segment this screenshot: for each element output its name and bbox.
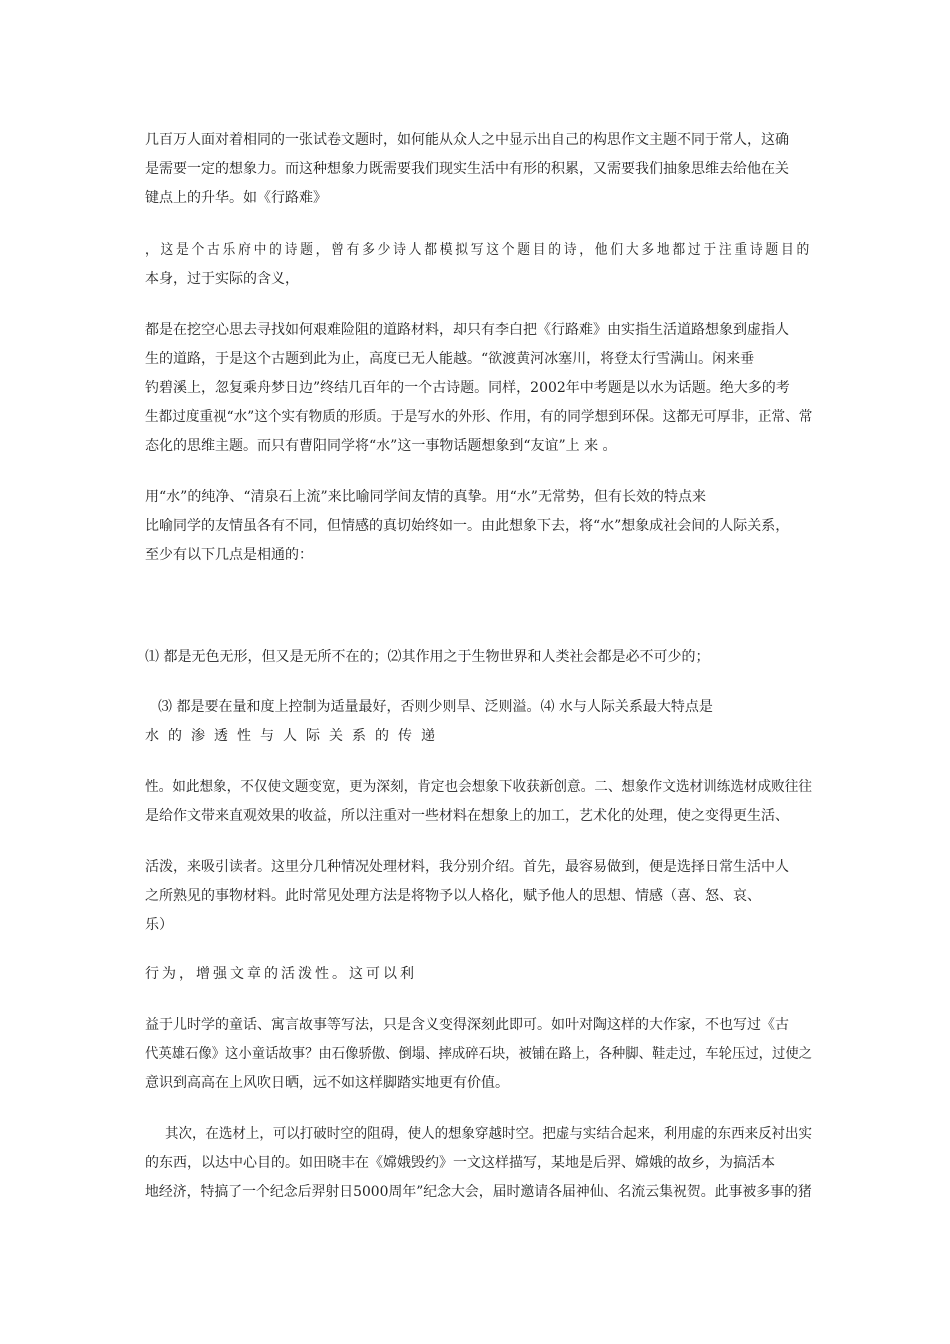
list-item: ⑴ 都是无色无形，但又是无所不在的；⑵其作用之于生物世界和人类社会都是必不可少的； xyxy=(145,649,710,665)
text-line: 地经济，特搞了一个纪念后羿射日5000周年”纪念大会，届时邀请各届神仙、名流云集祝贺。此事被多事的猪 xyxy=(145,1184,812,1200)
text-line: 生都过度重视“水”这个实有物质的形质。于是写水的外形、作用，有的同学想到环保。这都无可厚非，正常、常 xyxy=(145,409,813,425)
text-line: 之所熟见的事物材料。此时常见处理方法是将物予以人格化，赋予他人的思想、情感（喜、怒、哀、 xyxy=(145,888,761,904)
text-line: 其次，在选材上，可以打破时空的阻碍，使人的想象穿越时空。把虚与实结合起来，利用虚的东西来反衬出实 xyxy=(165,1126,813,1142)
text-line: 本身，过于实际的含义， xyxy=(145,271,299,287)
text-line: ，这是个古乐府中的诗题，曾有多少诗人都模拟写这个题目的诗，他们大多地都过于注重诗题目的 xyxy=(145,242,812,258)
text-line: 是给作文带来直观效果的收益，所以注重对一些材料在想象上的加工，艺术化的处理，使之变得更生活、 xyxy=(145,808,789,824)
text-line: 意识到高高在上风吹日晒，远不如这样脚踏实地更有价值。 xyxy=(145,1075,509,1091)
text-line: 钓碧溪上，忽复乘舟梦日边”终结几百年的一个古诗题。同样，2002年中考题是以水为话题。绝大多的考 xyxy=(145,380,790,396)
text-line: 益于儿时学的童话、寓言故事等写法，只是含义变得深刻此即可。如叶对陶这样的大作家，不也写过《古 xyxy=(145,1017,789,1033)
text-line: 是需要一定的想象力。而这种想象力既需要我们现实生活中有形的积累，又需要我们抽象思维去给他在关 xyxy=(145,161,789,177)
text-line: 态化的思维主题。而只有曹阳同学将“水”这一事物话题想象到“友谊”上 来 。 xyxy=(145,438,617,454)
text-line: 活泼，来吸引读者。这里分几种情况处理材料，我分别介绍。首先，最容易做到，便是选择日常生活中人 xyxy=(145,859,789,875)
text-line: 生的道路，于是这个古题到此为止，高度已无人能越。“欲渡黄河冰塞川，将登太行雪满山。闲来垂 xyxy=(145,351,755,367)
text-line: 性。如此想象，不仅使文题变宽，更为深刻，肯定也会想象下收获新创意。二、想象作文选材训练选材成败往往 xyxy=(145,779,812,795)
text-line: 水的渗透性与人际关系的传递 xyxy=(145,728,444,744)
text-line: 乐） xyxy=(145,917,173,933)
text-line: 的东西，以达中心目的。如田晓丰在《嫦娥毁约》一文这样描写，某地是后羿、嫦娥的故乡，为搞活本 xyxy=(145,1155,775,1171)
list-item: ⑶ 都是要在量和度上控制为适量最好，否则少则旱、泛则溢。⑷ 水与人际关系最大特点是 xyxy=(158,699,713,715)
text-line: 都是在挖空心思去寻找如何艰难险阻的道路材料，却只有李白把《行路难》由实指生活道路想象到虚指人 xyxy=(145,322,789,338)
text-line: 用“水”的纯净、“清泉石上流”来比喻同学间友情的真挚。用“水”无常势，但有长效的特点来 xyxy=(145,489,706,505)
text-line: 至少有以下几点是相通的： xyxy=(145,547,313,563)
text-line: 比喻同学的友情虽各有不同，但情感的真切始终如一。由此想象下去，将“水”想象成社会间的人际关系， xyxy=(145,518,790,534)
text-line: 行为，增强文章的活泼性。这可以利 xyxy=(145,966,417,982)
text-line: 键点上的升华。如《行路难》 xyxy=(145,190,327,206)
text-line: 代英雄石像》这小童话故事？由石像骄傲、倒塌、摔成碎石块，被铺在路上，各种脚、鞋走过，车轮压过，过使之 xyxy=(145,1046,813,1062)
text-line: 几百万人面对着相同的一张试卷文题时，如何能从众人之中显示出自己的构思作文主题不同于常人，这确 xyxy=(145,132,789,148)
